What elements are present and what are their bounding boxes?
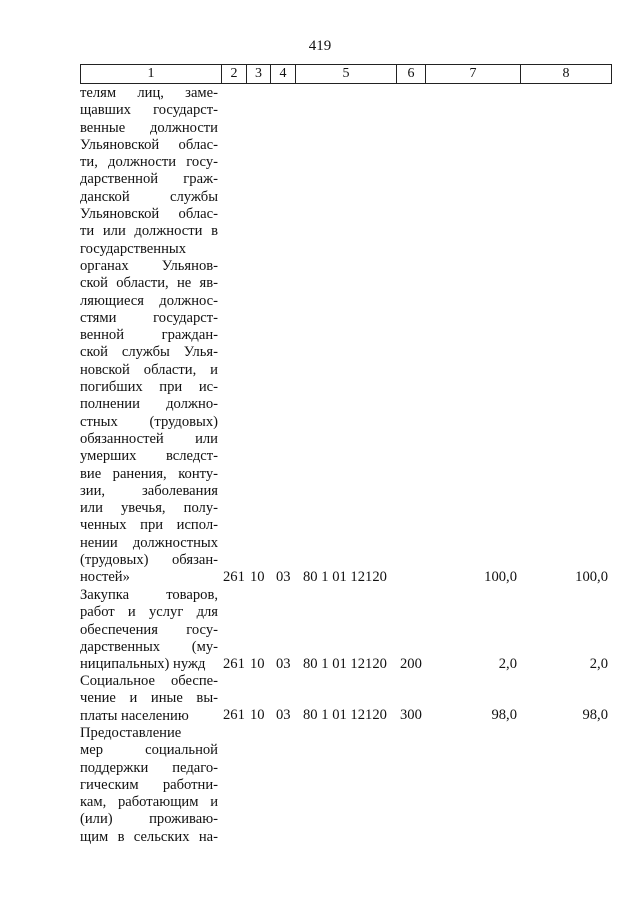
- description-line: работ и услуг для: [80, 604, 218, 621]
- description-line: ти или должности в: [80, 223, 218, 240]
- header-col-3: 3: [246, 64, 271, 84]
- cell-section: 10: [250, 569, 265, 585]
- description-line: стных (трудовых): [80, 413, 218, 430]
- header-col-2: 2: [221, 64, 247, 84]
- cell-target-article: 80 1 01 12120: [303, 707, 387, 723]
- description-line: (трудовых) обязан-: [80, 552, 218, 569]
- description-line: гическим работни-: [80, 776, 218, 793]
- description-line: новской области, и: [80, 361, 218, 378]
- description-line: Социальное обеспе-: [80, 673, 218, 689]
- page-number: 419: [308, 38, 332, 54]
- description-line: ской службы Улья-: [80, 344, 218, 361]
- cell-amount-col7: 98,0: [491, 707, 517, 723]
- header-col-5: 5: [295, 64, 397, 84]
- description-line: ниципальных) нужд: [80, 656, 206, 673]
- description-line: кам, работающим и: [80, 794, 218, 811]
- cell-amount-col7: 2,0: [498, 656, 517, 672]
- description-line: венные должности: [80, 119, 218, 136]
- description-line: щавших государст-: [80, 102, 218, 119]
- description-line: данской службы: [80, 188, 218, 205]
- row-description-2: [80, 587, 218, 673]
- cell-section: 10: [250, 656, 265, 672]
- description-line: ской области, не яв-: [80, 275, 218, 292]
- description-line: обязанностей или: [80, 430, 218, 447]
- description-line: дарственных (му-: [80, 638, 218, 655]
- description-line: вие ранения, конту-: [80, 465, 218, 482]
- description-line: полнении должно-: [80, 396, 218, 413]
- cell-code-main: 261: [223, 707, 245, 723]
- cell-target-article: 80 1 01 12120: [303, 656, 387, 672]
- cell-amount-col8: 100,0: [575, 569, 608, 585]
- row-description-1: [80, 85, 218, 587]
- header-col-7: 7: [425, 64, 521, 84]
- description-line: платы населению: [80, 707, 189, 724]
- description-line: ляющиеся должнос-: [80, 292, 218, 309]
- header-col-4: 4: [270, 64, 296, 84]
- cell-amount-col8: 98,0: [582, 707, 608, 723]
- cell-amount-col8: 2,0: [589, 656, 608, 672]
- description-line: мер социальной: [80, 742, 218, 759]
- row-description-3: [80, 673, 218, 725]
- cell-expense-type: 300: [400, 707, 422, 723]
- cell-code-main: 261: [223, 569, 245, 585]
- description-line: Ульяновской облас-: [80, 136, 218, 153]
- description-line: обеспечения госу-: [80, 621, 218, 638]
- row-description-4: [80, 725, 218, 846]
- cell-subsection: 03: [276, 707, 291, 723]
- description-line: зии, заболевания: [80, 482, 218, 499]
- description-line: ностей»: [80, 569, 130, 586]
- description-line: венной граждан-: [80, 327, 218, 344]
- cell-subsection: 03: [276, 656, 291, 672]
- description-line: органах Ульянов-: [80, 257, 218, 274]
- description-line: погибших при ис-: [80, 379, 218, 396]
- description-line: или увечья, полу-: [80, 500, 218, 517]
- cell-expense-type: 200: [400, 656, 422, 672]
- description-line: щим в сельских на-: [80, 828, 218, 845]
- cell-target-article: 80 1 01 12120: [303, 569, 387, 585]
- description-line: (или) проживаю-: [80, 811, 218, 828]
- description-line: телям лиц, заме-: [80, 85, 218, 101]
- description-line: дарственной граж-: [80, 171, 218, 188]
- description-line: Предоставление: [80, 725, 182, 741]
- cell-subsection: 03: [276, 569, 291, 585]
- header-col-6: 6: [396, 64, 426, 84]
- header-col-8: 8: [520, 64, 612, 84]
- description-line: государственных: [80, 240, 187, 257]
- description-line: чение и иные вы-: [80, 690, 218, 707]
- description-line: ти, должности госу-: [80, 154, 218, 171]
- cell-section: 10: [250, 707, 265, 723]
- cell-amount-col7: 100,0: [484, 569, 517, 585]
- header-col-1: 1: [80, 64, 222, 84]
- description-line: умерших вследст-: [80, 448, 218, 465]
- description-line: поддержки педаго-: [80, 759, 218, 776]
- description-line: Закупка товаров,: [80, 587, 218, 603]
- description-line: стями государст-: [80, 309, 218, 326]
- description-line: ченных при испол-: [80, 517, 218, 534]
- cell-code-main: 261: [223, 656, 245, 672]
- description-line: Ульяновской облас-: [80, 206, 218, 223]
- description-line: нении должностных: [80, 534, 218, 551]
